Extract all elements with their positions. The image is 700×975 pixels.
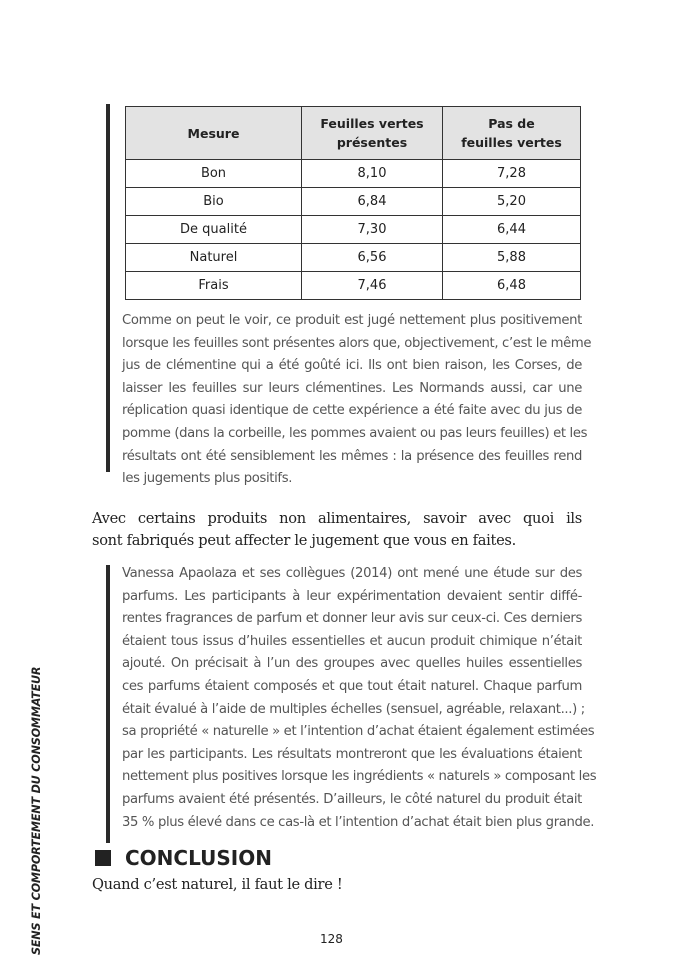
table-cell: 7,30: [302, 216, 443, 244]
table-cell: 6,56: [302, 244, 443, 272]
header-text: présentes: [336, 135, 408, 150]
table-cell: Bio: [126, 188, 302, 216]
table-cell: 6,44: [443, 216, 581, 244]
conclusion-text: Quand c’est naturel, il faut le dire !: [92, 876, 343, 893]
text-line: rentes fragrances de parfum et donner leur avis sur ceux-ci. Ces derniers: [122, 611, 582, 627]
conclusion-title: CONCLUSION: [125, 846, 272, 870]
text-line: par les participants. Les résultats montreront que les évaluations étaient: [122, 746, 582, 762]
text-line: Comme on peut le voir, ce produit est jugé nettement plus positivement: [122, 313, 582, 328]
header-pas-de-feuilles: [443, 107, 581, 160]
quote-bar: [106, 104, 110, 472]
table-row: [126, 272, 581, 300]
intro-paragraph: [92, 508, 582, 552]
conclusion-heading: [95, 846, 272, 870]
table-cell: 6,84: [302, 188, 443, 216]
text-line: pomme (dans la corbeille, les pommes avaient ou pas leurs feuilles) et les: [122, 425, 588, 441]
text-line: jus de clémentine qui a été goûté ici. Ils ont bien raison, les Corses, de: [122, 358, 582, 374]
table-row: [126, 216, 581, 244]
table-row: [126, 160, 581, 188]
text-line: étaient tous issus d’huiles essentielles et aucun produit chimique n’était: [122, 633, 582, 649]
text-line: était évalué à l’aide de multiples échelles (sensuel, agréable, relaxant...) ;: [122, 701, 585, 717]
text-line: réplication quasi identique de cette expérience a été faite avec du jus de: [122, 403, 582, 419]
table-row: [126, 188, 581, 216]
text-line: ces parfums étaient composés et que tout était naturel. Chaque parfum: [122, 678, 582, 694]
table-cell: Naturel: [126, 244, 302, 272]
text-line: nettement plus positives lorsque les ingrédients « naturels » composant les: [122, 769, 597, 785]
table-cell: 6,48: [443, 272, 581, 300]
text-line: lorsque les feuilles sont présentes alors que, objectivement, c’est le même: [122, 335, 592, 351]
text-line: résultats ont été sensiblement les mêmes : la présence des feuilles rend: [122, 448, 582, 464]
table-cell: 7,28: [443, 160, 581, 188]
quote-bar: [106, 565, 110, 843]
table-cell: Frais: [126, 272, 302, 300]
running-side-title: SENS ET COMPORTEMENT DU CONSOMMATEUR: [30, 666, 43, 955]
table-cell: 5,88: [443, 244, 581, 272]
table-cell: De qualité: [126, 216, 302, 244]
text-line: 35 % plus élevé dans ce cas-là et l’intention d’achat était bien plus grande.: [122, 814, 595, 830]
text-line: parfums avaient été présentés. D’ailleurs, le côté naturel du produit était: [122, 791, 582, 807]
header-mesure: [126, 107, 302, 160]
table-cell: Bon: [126, 160, 302, 188]
text-line: sa propriété « naturelle » et l’intention d’achat étaient également estimées: [122, 724, 595, 740]
table-header-row: [126, 107, 581, 160]
header-feuilles-presentes: [302, 107, 443, 160]
header-text: Pas de: [488, 116, 535, 131]
table-cell: 5,20: [443, 188, 581, 216]
text-line: laisser les feuilles sur leurs clémentines. Les Normands aussi, car une: [122, 380, 582, 396]
conclusion-text-block: [92, 874, 582, 896]
quote-paragraph-1: [122, 310, 592, 491]
text-line: Avec certains produits non alimentaires, savoir avec quoi ils: [92, 510, 582, 527]
results-table: [125, 106, 581, 300]
square-bullet-icon: [95, 850, 111, 866]
table-row: [126, 244, 581, 272]
header-text: Feuilles vertes: [320, 116, 424, 131]
text-line: Vanessa Apaolaza et ses collègues (2014) ont mené une étude sur des: [122, 566, 582, 581]
header-text: Mesure: [187, 125, 240, 141]
text-line: sont fabriqués peut affecter le jugement que vous en faites.: [92, 532, 516, 549]
text-line: les jugements plus positifs.: [122, 471, 293, 487]
text-line: parfums. Les participants à leur expérimentation devaient sentir diffé-: [122, 588, 582, 604]
page-number: 128: [320, 932, 343, 946]
table-cell: 8,10: [302, 160, 443, 188]
header-text: feuilles vertes: [461, 135, 562, 150]
text-line: ajouté. On précisait à l’un des groupes avec quelles huiles essentielles: [122, 656, 582, 672]
table-cell: 7,46: [302, 272, 443, 300]
quote-paragraph-2: [122, 563, 597, 834]
